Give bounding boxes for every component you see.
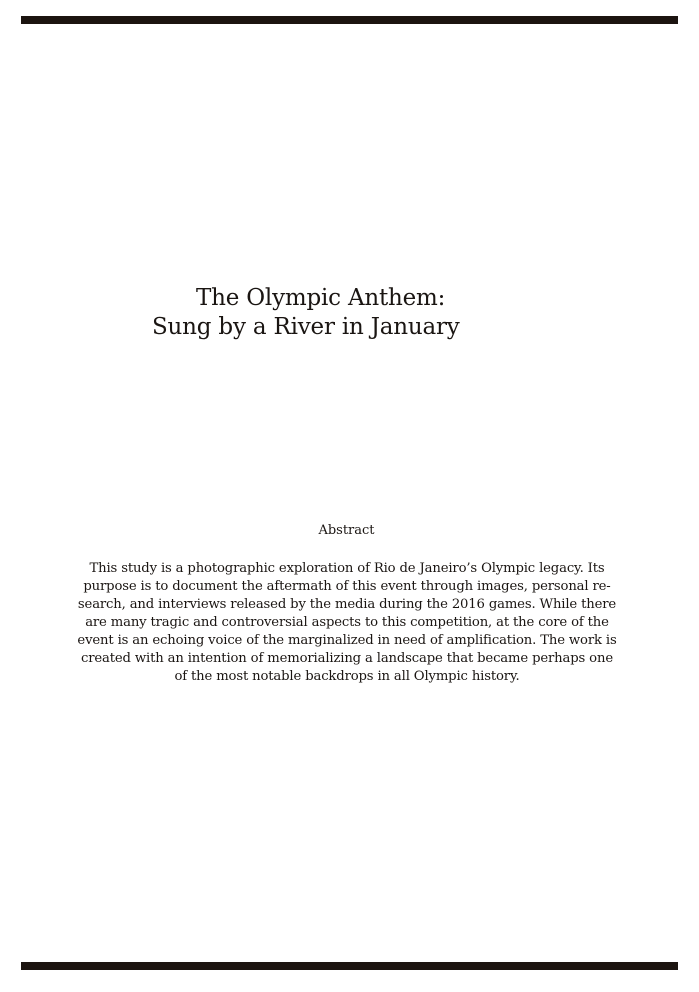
abstract-line: This study is a photographic exploration of Rio de Janeiro’s Olympic legacy. Its [89, 561, 605, 576]
bottom-rule [21, 962, 678, 970]
abstract-heading: Abstract [318, 523, 375, 538]
abstract-line: created with an intention of memorializing a landscape that became perhaps one [81, 651, 613, 666]
abstract-line: are many tragic and controversial aspects to this competition, at the core of the [85, 615, 609, 630]
abstract-line: purpose is to document the aftermath of this event through images, personal re- [83, 579, 611, 594]
top-rule [21, 16, 678, 24]
abstract-line: event is an echoing voice of the marginalized in need of amplification. The work is [77, 633, 617, 648]
page-title [0, 284, 699, 342]
title-line-1: The Olympic Anthem: [196, 285, 446, 311]
abstract-body [30, 560, 664, 686]
abstract-line: of the most notable backdrops in all Olympic history. [174, 669, 520, 684]
abstract-line: search, and interviews released by the media during the 2016 games. While there [77, 597, 617, 612]
title-line-2: Sung by a River in January [152, 314, 460, 340]
